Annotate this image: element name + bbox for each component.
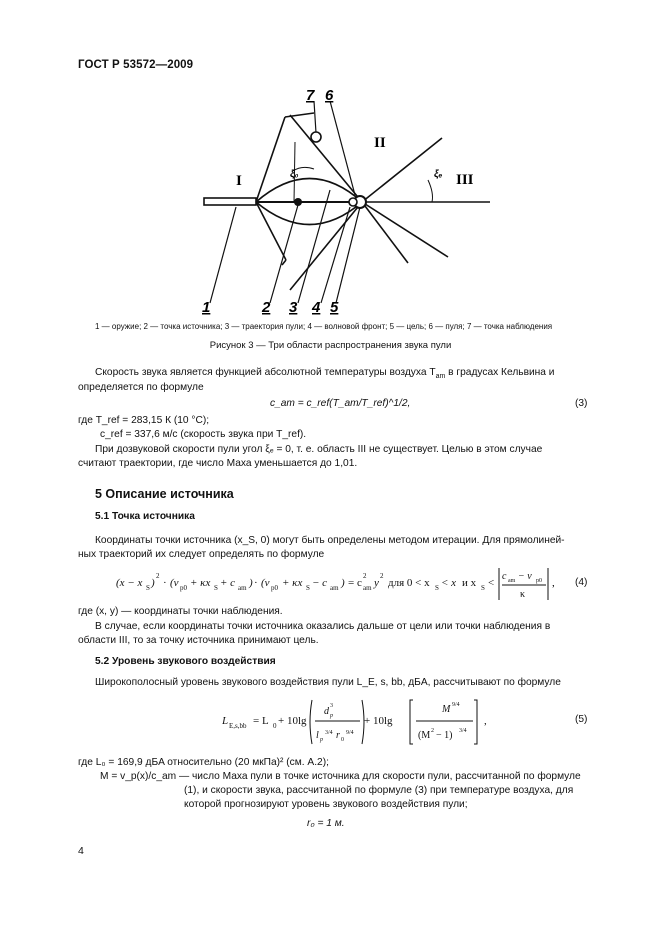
where-line-3: где (x, y) — координаты точки наблюдения. <box>78 606 283 617</box>
equation-3-number: (3) <box>575 398 588 409</box>
svg-text:3/4: 3/4 <box>459 728 467 734</box>
where-line-5c: которой прогнозируют уровень звукового воздействия пули; <box>184 799 468 810</box>
svg-text:,: , <box>484 715 487 727</box>
figure-legend: 1 — оружие; 2 — точка источника; 3 — траектория пули; 4 — волновой фронт; 5 — цель; 6 — пуля; 7 — точка наблюдения <box>95 322 553 331</box>
svg-text:2: 2 <box>156 572 160 580</box>
svg-text:l: l <box>316 730 319 741</box>
svg-text:(v: (v <box>261 577 270 589</box>
svg-text:(M: (M <box>418 730 431 741</box>
where-line-1: где T_ref = 283,15 К (10 °C); <box>78 415 210 426</box>
svg-text:am: am <box>508 578 516 584</box>
svg-text:): ) <box>341 577 345 589</box>
equation-4-number: (4) <box>575 577 588 588</box>
svg-text:3/4: 3/4 <box>325 730 333 736</box>
equation-5-number: (5) <box>575 714 588 725</box>
svg-text:S: S <box>146 584 150 592</box>
svg-text:·: · <box>254 577 258 589</box>
svg-text:− v: − v <box>518 571 532 582</box>
svg-text:d: d <box>324 706 329 717</box>
paragraph-1-line-2: определяется по формуле <box>78 382 204 393</box>
target-marker <box>349 198 357 206</box>
svg-text:am: am <box>238 584 247 592</box>
angle-xi0-label: ξ₀ <box>290 169 299 180</box>
svg-text:c: c <box>502 571 507 582</box>
paragraph-4-line-2: области III, то за точку источника принимают цель. <box>78 635 319 646</box>
callout-1: 1 <box>202 299 211 316</box>
svg-text:+ 10lg: + 10lg <box>278 715 307 727</box>
svg-text:2: 2 <box>431 728 434 734</box>
svg-text:+ κx: + κx <box>190 577 211 589</box>
svg-text:2: 2 <box>380 572 384 580</box>
paragraph-2-line-2: считают траектории, где число Маха уменьшается до 1,01. <box>78 458 358 469</box>
svg-text:κ: κ <box>520 589 526 600</box>
svg-text:M: M <box>442 704 451 715</box>
section-5-1-heading: 5.1 Точка источника <box>95 511 195 522</box>
svg-text:2: 2 <box>363 572 367 580</box>
figure-3-diagram <box>190 85 500 317</box>
region-label-2: II <box>374 135 386 151</box>
svg-text:p: p <box>320 737 323 743</box>
paragraph-3-line-2: ных траекторий их следует определять по формуле <box>78 549 325 560</box>
svg-text:·: · <box>163 577 167 589</box>
svg-text:для 0 < x: для 0 < x <box>388 577 430 589</box>
where-line-4: где L₀ = 169,9 дБA относительно (20 мкПа)² (см. А.2); <box>78 757 329 768</box>
svg-text:0: 0 <box>341 737 344 743</box>
svg-text:r: r <box>336 730 340 741</box>
svg-text:и x: и x <box>462 577 477 589</box>
svg-text:): ) <box>151 577 155 589</box>
svg-text:S: S <box>435 584 439 592</box>
angle-xie-label: ξₑ <box>434 169 443 180</box>
where-line-5b: (1), и скорости звука, рассчитанной по формуле (3) при температуре воздуха, для <box>184 785 574 796</box>
callout-5: 5 <box>330 299 339 316</box>
svg-text:L: L <box>222 715 229 727</box>
paragraph-3-line-1: Координаты точки источника (x_S, 0) могут быть определены методом итерации. Для прямолиней- <box>95 535 565 546</box>
weapon-shape <box>204 198 256 205</box>
svg-text:(v: (v <box>170 577 179 589</box>
svg-text:,: , <box>552 577 555 589</box>
r0-definition: r₀ = 1 м. <box>307 818 345 829</box>
svg-text:− 1): − 1) <box>436 730 453 741</box>
observation-point-marker <box>311 132 321 142</box>
svg-text:<: < <box>488 577 495 589</box>
section-5-2-heading: 5.2 Уровень звукового воздействия <box>95 656 276 667</box>
svg-text:9/4: 9/4 <box>452 702 460 708</box>
section-5-heading: 5 Описание источника <box>95 487 234 501</box>
figure-caption: Рисунок 3 — Три области распространения звука пули <box>209 340 452 351</box>
svg-text:S: S <box>214 584 218 592</box>
svg-text:E,s,bb: E,s,bb <box>229 722 247 730</box>
page-number: 4 <box>78 845 84 857</box>
region-label-3: III <box>456 172 474 188</box>
svg-text:): ) <box>249 577 253 589</box>
svg-text:9/4: 9/4 <box>346 730 354 736</box>
where-line-5a: M = v_p(x)/c_am — число Маха пули в точке источника для скорости пули, рассчитанной по формуле <box>100 771 581 782</box>
paragraph-2-line-1: При дозвуковой скорости пули угол ξₑ = 0, т. е. область III не существует. Целью в этом случае <box>95 444 543 455</box>
svg-text:0: 0 <box>273 722 277 730</box>
svg-text:(x − x: (x − x <box>116 577 143 589</box>
svg-text:S: S <box>481 584 485 592</box>
paragraph-1-line-1: Скорость звука является функцией абсолютной температуры воздуха $T_{am}$ в градусах Кельвина и <box>95 367 555 381</box>
region-label-1: I <box>236 173 242 189</box>
svg-text:p: p <box>330 713 333 719</box>
svg-text:+ κx: + κx <box>282 577 303 589</box>
svg-text:− c: − c <box>312 577 328 589</box>
callout-7: 7 <box>306 87 315 104</box>
svg-text:am: am <box>363 584 372 592</box>
svg-text:= c: = c <box>348 577 362 589</box>
svg-text:3: 3 <box>330 703 333 709</box>
svg-text:S: S <box>306 584 310 592</box>
equation-5 <box>222 694 552 750</box>
callout-2: 2 <box>262 299 271 316</box>
svg-text:+ c: + c <box>220 577 236 589</box>
svg-text:< x: < x <box>441 577 457 589</box>
equation-4 <box>116 566 576 602</box>
svg-text:y: y <box>374 577 379 589</box>
svg-text:p0: p0 <box>536 578 542 584</box>
svg-text:= L: = L <box>253 715 269 727</box>
standard-header: ГОСТ Р 53572—2009 <box>78 59 194 71</box>
paragraph-4-line-1: В случае, если координаты точки источника оказались дальше от цели или точки наблюдения в <box>95 621 551 632</box>
source-point-marker <box>294 198 302 206</box>
svg-text:p0: p0 <box>271 584 278 592</box>
equation-3: c_am = c_ref(T_am/T_ref)^1/2, <box>270 398 411 409</box>
callout-3: 3 <box>289 299 298 316</box>
svg-text:+ 10lg: + 10lg <box>364 715 393 727</box>
callout-6: 6 <box>325 87 334 104</box>
where-line-2: c_ref = 337,6 м/с (скорость звука при T_ref). <box>100 429 307 440</box>
paragraph-5: Широкополосный уровень звукового воздействия пули L_E, s, bb, дБA, рассчитывают по формуле <box>95 677 561 688</box>
callout-4: 4 <box>312 299 321 316</box>
svg-text:p0: p0 <box>180 584 187 592</box>
svg-text:am: am <box>330 584 339 592</box>
